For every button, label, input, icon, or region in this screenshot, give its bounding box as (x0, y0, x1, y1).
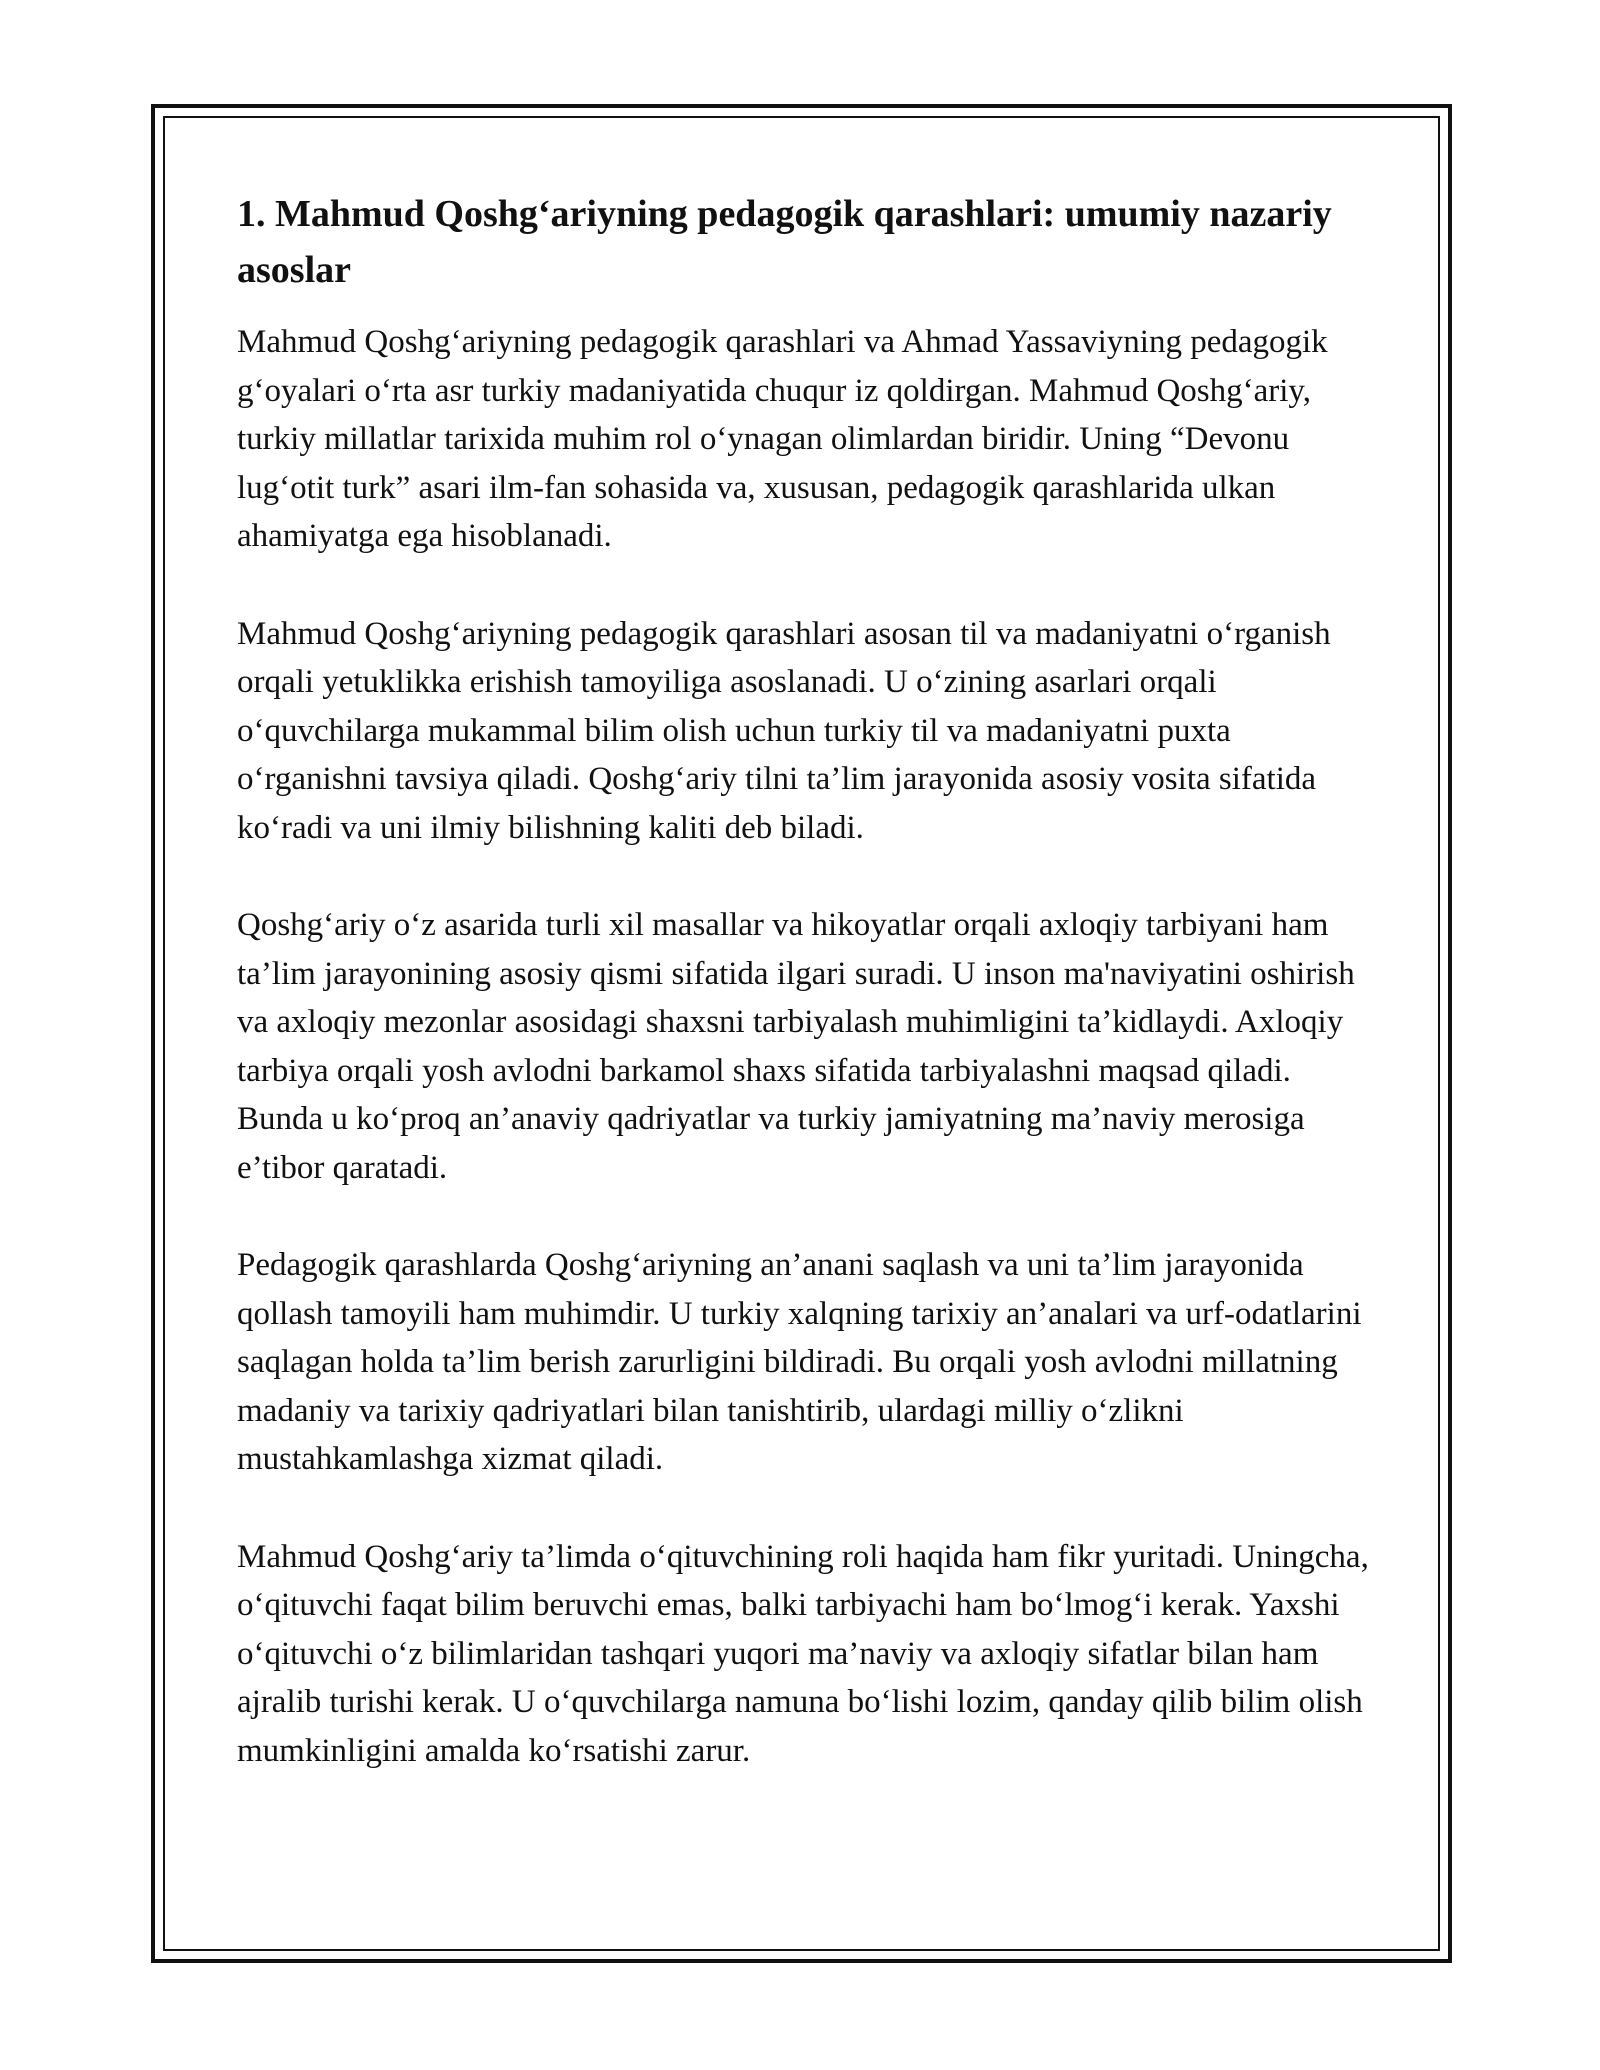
paragraph-1: Mahmud Qoshg‘ariyning pedagogik qarashlari va Ahmad Yassaviyning pedagogik g‘oyalari o‘rta asr turkiy madaniyatida chuqur iz qoldirgan. Mahmud Qoshg‘ariy, turkiy millatlar tarixida muhim rol o‘ynagan olimlardan biridir. Uning “Devonu lug‘otit turk” asari ilm-fan sohasida va, xususan, pedagogik qarashlarida ulkan ahamiyatga ega hisoblanadi. (237, 324, 1328, 554)
paragraph-2: Mahmud Qoshg‘ariyning pedagogik qarashlari asosan til va madaniyatni o‘rganish orqali yetuklikka erishish tamoyiliga asoslanadi. U o‘zining asarlari orqali o‘quvchilarga mukammal bilim olish uchun turkiy til va madaniyatni puxta o‘rganishni tavsiya qiladi. Qoshg‘ariy tilni ta’lim jarayonida asosiy vosita sifatida ko‘radi va uni ilmiy bilishning kaliti deb biladi. (237, 615, 1331, 846)
paragraph-3: Qoshg‘ariy o‘z asarida turli xil masallar va hikoyatlar orqali axloqiy tarbiyani ham ta’lim jarayonining asosiy qismi sifatida ilgari suradi. U inson ma'naviyatini oshirish va axloqiy mezonlar asosidagi shaxsni tarbiyalash muhimligini ta’kidlaydi. Axloqiy tarbiya orqali yosh avlodni barkamol shaxs sifatida tarbiyalashni maqsad qiladi. Bunda u ko‘proq an’anaviy qadriyatlar va turkiy jamiyatning ma’naviy merosiga e’tibor qaratadi. (237, 907, 1355, 1186)
paragraph-5: Mahmud Qoshg‘ariy ta’limda o‘qituvchining roli haqida ham fikr yuritadi. Uningcha, o‘qituvchi faqat bilim beruvchi emas, balki tarbiyachi ham bo‘lmog‘i kerak. Yaxshi o‘qituvchi o‘z bilimlaridan tashqari yuqori ma’naviy va axloqiy sifatlar bilan ham ajralib turishi kerak. U o‘quvchilarga namuna bo‘lishi lozim, qanday qilib bilim olish mumkinligini amalda ko‘rsatishi zarur. (237, 1538, 1369, 1769)
paragraph-4: Pedagogik qarashlarda Qoshg‘ariyning an’anani saqlash va uni ta’lim jarayonida qollash tamoyili ham muhimdir. U turkiy xalqning tarixiy an’analari va urf-odatlarini saqlagan holda ta’lim berish zarurligini bildiradi. Bu orqali yosh avlodni millatning madaniy va tarixiy qadriyatlari bilan tanishtirib, ulardagi milliy o‘zlikni mustahkamlashga xizmat qiladi. (237, 1247, 1362, 1477)
document-body (237, 186, 1377, 1824)
section-heading: 1. Mahmud Qoshg‘ariyning pedagogik qarashlari: umumiy nazariy asoslar (237, 193, 1332, 291)
